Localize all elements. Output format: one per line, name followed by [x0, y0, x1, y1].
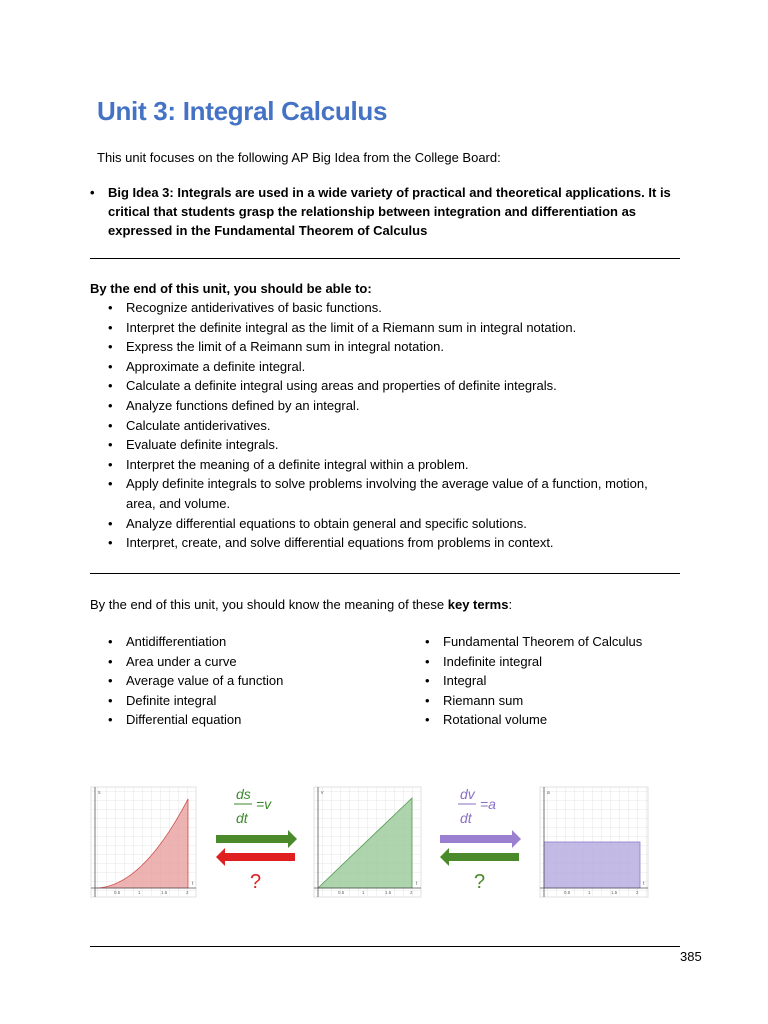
objectives-list	[108, 298, 668, 553]
tick-label: 0.5	[114, 890, 121, 895]
eq1-rhs: =v	[256, 796, 272, 812]
tick-label: 1.5	[611, 890, 618, 895]
list-item: • Integral	[425, 671, 685, 691]
eq1-numerator: ds	[236, 786, 251, 802]
list-item: • Calculate a definite integral using areas and properties of definite integrals.	[108, 376, 668, 396]
list-item: • Analyze differential equations to obtain general and specific solutions.	[108, 514, 668, 534]
right-arrow-icon	[216, 830, 297, 848]
list-item: • Definite integral	[108, 691, 368, 711]
velocity-graph	[314, 787, 421, 897]
list-item: • Riemann sum	[425, 691, 685, 711]
terms-list-right	[425, 632, 685, 730]
page-number: 385	[680, 949, 702, 964]
position-graph	[91, 787, 196, 897]
list-item: • Indefinite integral	[425, 652, 685, 672]
tick-label: 2	[636, 890, 639, 895]
tick-label: 0.5	[564, 890, 571, 895]
list-item: • Approximate a definite integral.	[108, 357, 668, 377]
list-item: • Evaluate definite integrals.	[108, 435, 668, 455]
tick-label: 2	[186, 890, 189, 895]
y-axis-label: s	[98, 790, 101, 796]
y-axis-label: v	[321, 790, 324, 796]
question-mark: ?	[474, 871, 486, 893]
right-arrow-icon	[440, 830, 521, 848]
y-axis-label: a	[547, 790, 550, 796]
list-item: • Differential equation	[108, 710, 368, 730]
list-item: • Apply definite integrals to solve problems involving the average value of a function, motion, area, and volume.	[108, 474, 668, 513]
list-item: • Interpret, create, and solve differential equations from problems in context.	[108, 533, 668, 553]
eq2-rhs: =a	[480, 796, 496, 812]
list-item: • Rotational volume	[425, 710, 685, 730]
x-axis-label: t	[643, 881, 645, 887]
tick-label: 1.5	[161, 890, 168, 895]
terms-intro-suffix: :	[508, 597, 513, 612]
list-item: • Analyze functions defined by an integral.	[108, 396, 668, 416]
intro-text: This unit focuses on the following AP Big Idea from the College Board:	[97, 150, 501, 165]
footer-divider	[90, 946, 680, 947]
derivative-equation-1	[216, 786, 297, 893]
x-axis-label: t	[416, 881, 418, 887]
list-item: • Interpret the meaning of a definite integral within a problem.	[108, 455, 668, 475]
objectives-heading: By the end of this unit, you should be able to:	[90, 281, 372, 296]
derivative-equation-2	[440, 786, 521, 893]
terms-list-left	[108, 632, 368, 730]
list-item: • Calculate antiderivatives.	[108, 416, 668, 436]
terms-intro	[90, 597, 512, 612]
list-item: • Express the limit of a Reimann sum in integral notation.	[108, 337, 668, 357]
tick-label: 1	[588, 890, 591, 895]
tick-label: 0.5	[338, 890, 345, 895]
left-arrow-icon	[440, 848, 519, 866]
list-item: • Antidifferentiation	[108, 632, 368, 652]
acceleration-graph	[540, 787, 648, 897]
acceleration-area	[544, 842, 640, 888]
divider	[90, 573, 680, 574]
list-item: • Area under a curve	[108, 652, 368, 672]
big-idea-text: Big Idea 3: Integrals are used in a wide variety of practical and theoretical applications. It is critical that students grasp the relationship between integration and differentiation as expressed in the Fundamental Theorem of Calculus	[108, 185, 671, 238]
tick-label: 2	[410, 890, 413, 895]
left-arrow-icon	[216, 848, 295, 866]
terms-intro-bold: key terms	[447, 597, 509, 612]
page-title: Unit 3: Integral Calculus	[97, 96, 388, 126]
eq1-denominator: dt	[236, 810, 248, 826]
question-mark: ?	[250, 871, 262, 893]
eq2-numerator: dv	[460, 786, 475, 802]
tick-label: 1	[362, 890, 365, 895]
eq2-denominator: dt	[460, 810, 472, 826]
list-item: • Interpret the definite integral as the limit of a Riemann sum in integral notation.	[108, 318, 668, 338]
bullet-icon: •	[90, 185, 95, 200]
list-item: • Recognize antiderivatives of basic functions.	[108, 298, 668, 318]
tick-label: 1	[138, 890, 141, 895]
calculus-figure	[88, 782, 658, 902]
tick-label: 1.5	[385, 890, 392, 895]
divider	[90, 258, 680, 259]
list-item: • Fundamental Theorem of Calculus	[425, 632, 685, 652]
terms-intro-prefix: By the end of this unit, you should know the meaning of these	[90, 597, 448, 612]
list-item: • Average value of a function	[108, 671, 368, 691]
x-axis-label: t	[192, 881, 194, 887]
